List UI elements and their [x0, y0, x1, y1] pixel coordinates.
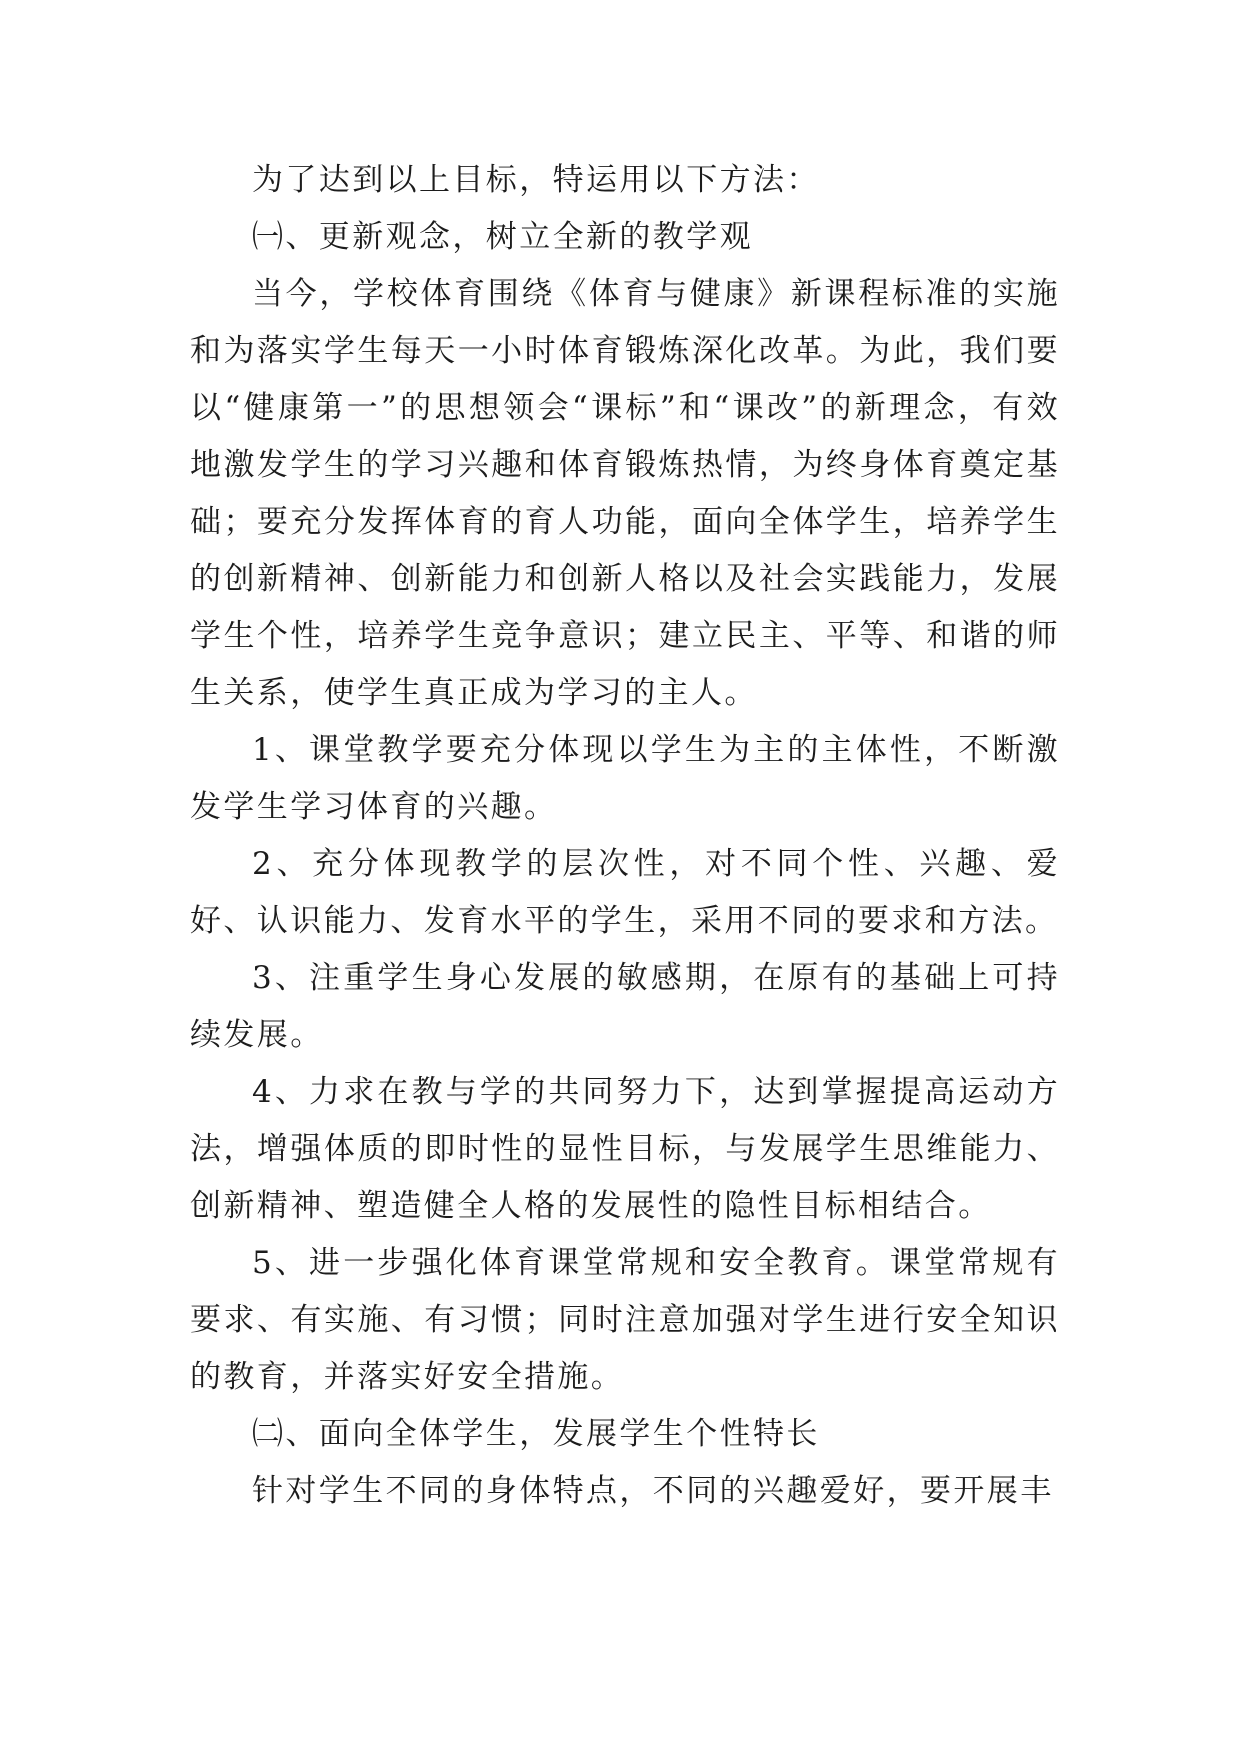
list-item-3: 3、注重学生身心发展的敏感期，在原有的基础上可持续发展。 — [190, 960, 1060, 1053]
list-item-5: 5、进一步强化体育课堂常规和安全教育。课堂常规有要求、有实施、有习惯；同时注意加强对学生进行安全知识的教育，并落实好安全措施。 — [190, 1245, 1060, 1395]
document-body — [190, 152, 1060, 1520]
list-item-2: 2、充分体现教学的层次性，对不同个性、兴趣、爱好、认识能力、发育水平的学生，采用不同的要求和方法。 — [190, 846, 1060, 939]
paragraph-intro: 为了达到以上目标，特运用以下方法： — [252, 162, 820, 198]
list-item-4: 4、力求在教与学的共同努力下，达到掌握提高运动方法，增强体质的即时性的显性目标，与发展学生思维能力、创新精神、塑造健全人格的发展性的隐性目标相结合。 — [190, 1074, 1060, 1224]
section-heading-1: ㈠、更新观念，树立全新的教学观 — [252, 219, 753, 255]
paragraph-continued: 针对学生不同的身体特点，不同的兴趣爱好，要开展丰 — [252, 1473, 1054, 1509]
paragraph-body: 当今，学校体育围绕《体育与健康》新课程标准的实施和为落实学生每天一小时体育锻炼深化改革。为此，我们要以“健康第一”的思想领会“课标”和“课改”的新理念，有效地激发学生的学习兴趣和体育锻炼热情，为终身体育奠定基础；要充分发挥体育的育人功能，面向全体学生，培养学生的创新精神、创新能力和创新人格以及社会实践能力，发展学生个性，培养学生竞争意识；建立民主、平等、和谐的师生关系，使学生真正成为学习的主人。 — [190, 276, 1060, 711]
list-item-1: 1、课堂教学要充分体现以学生为主的主体性，不断激发学生学习体育的兴趣。 — [190, 732, 1060, 825]
section-heading-2: ㈡、面向全体学生，发展学生个性特长 — [252, 1416, 820, 1452]
